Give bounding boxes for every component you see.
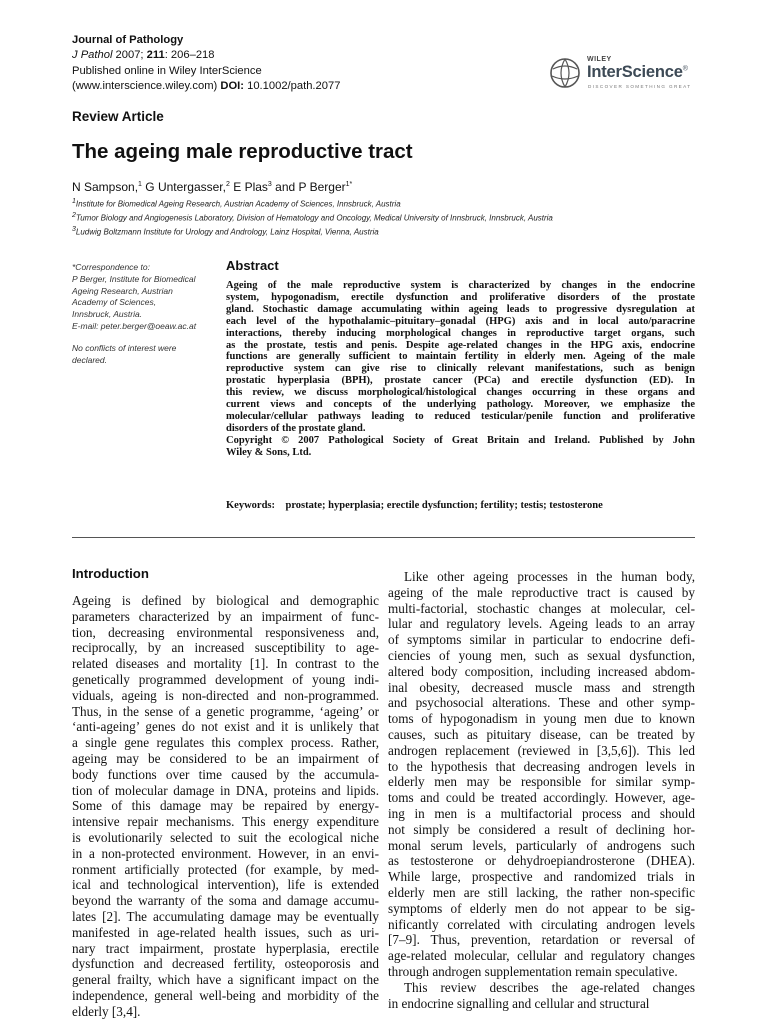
body-text-line: lular and regulatory levels. Ageing leads to an array (388, 616, 695, 632)
keywords-label: Keywords: (226, 500, 275, 511)
abstract-line: current views and concepts of the underlying pathology. Moreover, we emphasize the (226, 399, 695, 411)
copyright-line: Wiley & Sons, Ltd. (226, 446, 312, 458)
body-text-line: age-related molecular, cellular and regulatory changes (388, 948, 695, 964)
abstract-line: interactions, thereby inducing morphological changes in reproductive target organs, such (226, 327, 695, 339)
journal-header (72, 33, 532, 95)
correspondence-line: P Berger, Institute for Biomedical (72, 273, 196, 284)
body-text-line: ronment artificially protected (for example, by med- (72, 861, 379, 877)
author-list (72, 180, 352, 194)
correspondence-line: Academy of Sciences, (72, 297, 157, 308)
body-text-line: related diseases and mortality [1]. In contrast to the (72, 656, 379, 672)
conflict-statement: No conflicts of interest were (72, 342, 177, 353)
citation-pages: : 206–218 (164, 49, 215, 62)
correspondence-line: *Correspondence to: (72, 262, 150, 272)
affiliation: $^3$Ludwig Boltzmann Institute for Urology and Andrology, Lainz Hospital, Vienna, Austria (72, 226, 379, 237)
section-divider (72, 537, 695, 538)
body-text-line: tion, decreasing environmental responsiveness and, (72, 624, 379, 640)
body-text-line: symptoms of elderly men do not appear to be sig- (388, 900, 695, 916)
logo-brand: WILEY (587, 56, 612, 63)
body-text-line: parameters characterized by an impairment of func- (72, 608, 379, 624)
interscience-logo[interactable] (545, 52, 701, 100)
logo-tagline: DISCOVER SOMETHING GREAT (588, 84, 692, 89)
citation-volume: 211 (146, 49, 165, 62)
journal-url[interactable]: (www.interscience.wiley.com) (72, 80, 218, 93)
body-text-line: monal serum levels, particularly of androgens such (388, 837, 695, 853)
journal-name: Journal of Pathology (72, 34, 184, 46)
abstract-line: functions are generally sufficient to maintain fertility in elderly men. Ageing of the male (226, 351, 695, 363)
body-text-line: toms of hypogonadism in young men due to known (388, 711, 695, 727)
body-text-line: androgen replacement (reviewed in [3,5,6]). This led (388, 742, 695, 758)
doi-label: DOI: (220, 80, 244, 93)
body-text-line: This review describes the age-related changes (404, 979, 695, 995)
body-text-line: independence, general well-being and morbidity of the (72, 987, 379, 1003)
citation-year: 2007; (115, 49, 144, 62)
published-line: Published online in Wiley InterScience (72, 64, 262, 77)
body-text-line: elderly [3,4]. (72, 1003, 141, 1019)
body-text-line: nificantly correlated with circulating androgen levels (388, 916, 695, 932)
body-text-line: Thus, in the sense of a genetic programme, ‘ageing’ or (72, 703, 379, 719)
body-text-line: general frailty, which have a significant impact on the (72, 972, 379, 988)
citation-prefix: J Pathol (72, 49, 113, 62)
body-text-line: reciprocally, by an increased susceptibility to age- (72, 640, 379, 656)
left-column (72, 593, 379, 1020)
body-text-line: ageing of the male reproductive tract is caused by (388, 584, 695, 600)
body-text-line: body functions over time caused by the accumula- (72, 766, 379, 782)
abstract-line: system, hypogonadism, erectile dysfunction and proliferative disorders of the prostate (226, 291, 695, 303)
body-text-line: manifested in age-related health issues, such as uri- (72, 924, 379, 940)
abstract-body (226, 280, 695, 459)
keywords-list: prostate; hyperplasia; erectile dysfunction; fertility; testis; testosterone (285, 500, 603, 511)
section-label: Review Article (72, 109, 164, 124)
citation-line (72, 48, 532, 63)
body-text-line: of symptoms similar in particular to endocrine defi- (388, 632, 695, 648)
body-text-line: toms and could be treated accordingly. However, age- (388, 790, 695, 806)
body-text-line: a single gene regulates this complex process. Rather, (72, 735, 379, 751)
body-text-line: ical and technological intervention), life is extended (72, 877, 379, 893)
body-text-line: in endocrine signalling and cellular and structural (388, 995, 650, 1011)
body-text-line: ciencies of young men, such as sexual dysfunction, (388, 647, 695, 663)
affiliation: $^1$Institute for Biomedical Ageing Research, Austrian Academy of Sciences, Innsbruck, Austria (72, 198, 401, 209)
abstract-line: as the prostate, testis and penis. Despite age-related changes in the HPG axis, endocrine (226, 339, 695, 351)
abstract-line: this review, we discuss morphological/histological changes occurring in these organs and (226, 387, 695, 399)
body-text-line: Like other ageing processes in the human body, (404, 569, 695, 584)
body-text-line: intensive repair mechanisms. This energy expenditure (72, 814, 379, 830)
body-text-line: Ageing is defined by biological and demographic (72, 593, 379, 608)
body-text-line: elderly men may be responsible for similar symp- (388, 774, 695, 790)
doi-value[interactable]: 10.1002/path.2077 (247, 80, 341, 93)
body-text-line: inal obesity, decreased muscle mass and strength (388, 679, 695, 695)
body-text-line: dysfunction and decreased fertility, osteoporosis and (72, 956, 379, 972)
author[interactable]: and P Berger$^{1*}$ (271, 180, 353, 194)
abstract-line: molecular/cellular pathways leading to reduced testicular/penile function and proliferative (226, 410, 695, 422)
copyright-line: Copyright © 2007 Pathological Society of Great Britain and Ireland. Published by John (226, 434, 695, 446)
affiliation: $^2$Tumor Biology and Angiogenesis Laboratory, Division of Hematology and Oncology, Medical University of Innsbruck, Innsbruck, Austria (72, 212, 553, 223)
body-text-line: nary tract impairment, prostate hyperplasia, erectile (72, 940, 379, 956)
author[interactable]: N Sampson,$^1$ (72, 180, 142, 194)
url-doi-line (72, 79, 532, 94)
body-text-line: and psychosocial alterations. These and other symp- (388, 695, 695, 711)
body-text-line: [7–9]. Thus, prevention, retardation or reversal of (388, 932, 695, 948)
body-text-line: through androgen supplementation remain speculative. (388, 963, 678, 979)
correspondence-sidebar (72, 262, 220, 366)
abstract-line: disorders of the prostate gland. (226, 422, 366, 434)
wiley-globe-icon (547, 55, 583, 91)
conflict-statement: declared. (72, 354, 107, 365)
right-column (388, 569, 695, 1011)
body-text-line: lates [2]. The accumulating damage may be eventually (72, 908, 379, 924)
body-text-line: as testosterone or dehydroepiandrosterone (DHEA). (388, 853, 695, 869)
abstract-line: gland. Stochastic damage accumulating within ageing leads to progressive dysregulation at (226, 303, 695, 315)
body-text-line: not simply be considered a result of declining hor- (388, 821, 695, 837)
body-text-line: ing in men is a multifactorial process and should (388, 805, 695, 821)
body-text-line: viduals, ageing is non-directed and non-programmed. (72, 687, 379, 703)
correspondence-line: Innsbruck, Austria. (72, 309, 143, 320)
abstract-heading: Abstract (226, 258, 279, 273)
body-text-line: Some of this damage may be repaired by energy- (72, 798, 379, 814)
body-text-line: altered body composition, including increased abdom- (388, 663, 695, 679)
body-text-line: multi-factorial, stochastic changes at molecular, cel- (388, 600, 695, 616)
correspondence-email[interactable]: E-mail: peter.berger@oeaw.ac.at (72, 320, 197, 331)
body-text-line: in a non-protected environment. However, in an envi- (72, 845, 379, 861)
body-text-line: beyond the warranty of the soma and damage accumu- (72, 893, 379, 909)
abstract-line: prostatic hyperplasia (BPH), prostate cancer (PCa) and erectile dysfunction (ED). In (226, 375, 695, 387)
abstract-line: each level of the hypothalamic–pituitary–gonadal (HPG) axis and in local auto/paracrine (226, 315, 695, 327)
author[interactable]: E Plas$^3$ (229, 180, 272, 194)
introduction-heading: Introduction (72, 566, 149, 581)
body-text-line: genetically programmed development of young indi- (72, 671, 379, 687)
article-title: The ageing male reproductive tract (72, 140, 413, 163)
body-text-line: causes, such as pituitary disease, can be treated by (388, 726, 695, 742)
logo-name: InterScience® (587, 63, 688, 81)
correspondence-line: Ageing Research, Austrian (72, 285, 173, 296)
body-text-line: tion of molecular damage in DNA, proteins and lipids. (72, 782, 379, 798)
abstract-line: Ageing of the male reproductive system is characterized by changes in the endocrine (226, 280, 695, 291)
body-text-line: to the hypothesis that decreasing androgen levels in (388, 758, 695, 774)
keywords (226, 500, 603, 511)
author[interactable]: G Untergasser,$^2$ (141, 180, 230, 194)
body-text-line: While large, prospective and randomized trials in (388, 869, 695, 885)
body-text-line: ‘anti-ageing’ genes do not exist and it is unlikely that (72, 719, 379, 735)
abstract-line: reproductive system can give rise to clinically relevant manifestations, such as benign (226, 363, 695, 375)
body-text-line: is evolutionarily selected to suit the ecological niche (72, 829, 379, 845)
body-text-line: ageing may be considered to be an impairment of (72, 750, 379, 766)
body-text-line: elderly men are still lacking, the rather non-specific (388, 884, 695, 900)
